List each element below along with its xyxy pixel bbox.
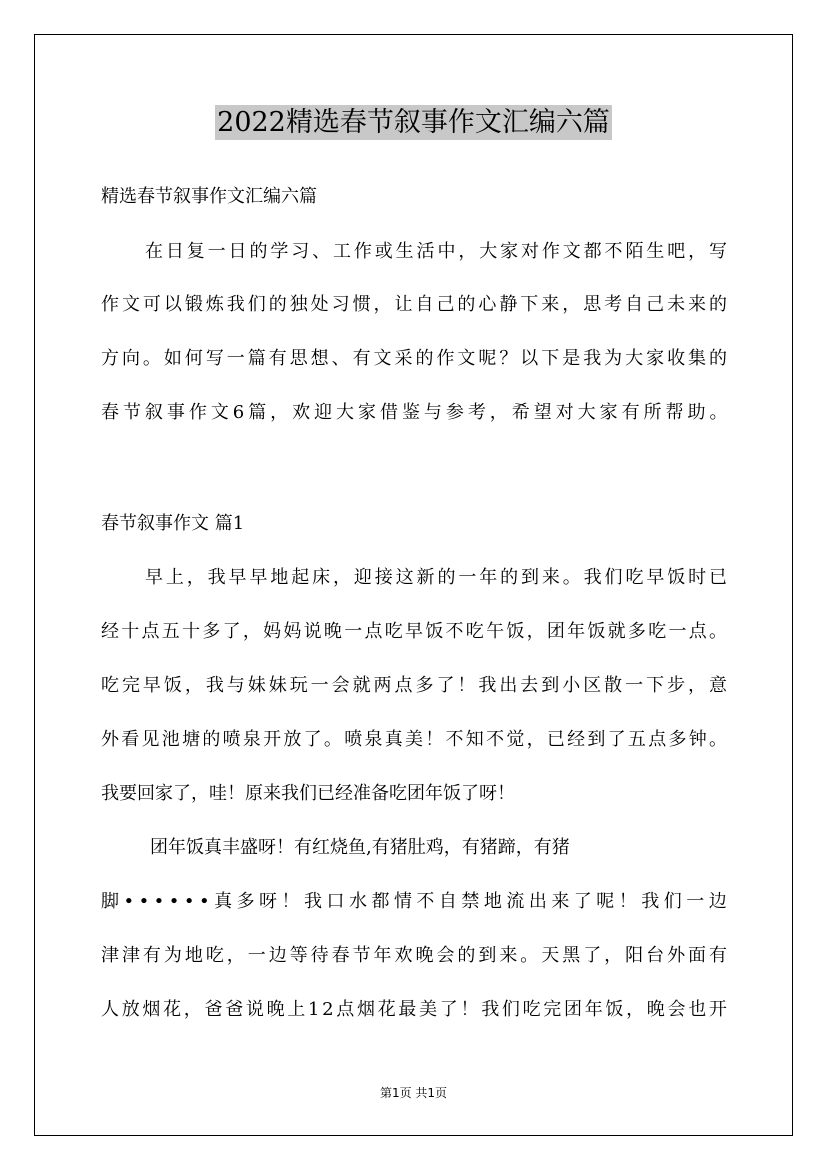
paragraph-line: 我要回家了，哇！原来我们已经准备吃团年饭了呀！ <box>101 783 515 804</box>
document-title <box>0 100 827 139</box>
paragraph-line: 经十点五十多了，妈妈说晚一点吃早饭不吃午饭，团年饭就多吃一点。 <box>101 621 730 642</box>
paragraph-line: 人放烟花，爸爸说晚上12点烟花最美了！我们吃完团年饭，晚会也开 <box>101 999 730 1020</box>
paragraph-line: 吃完早饭，我与妹妹玩一会就两点多了！我出去到小区散一下步，意 <box>101 675 730 696</box>
intro-line: 方向。如何写一篇有思想、有文采的作文呢？以下是我为大家收集的 <box>101 348 730 369</box>
intro-line: 在日复一日的学习、工作或生活中，大家对作文都不陌生吧，写 <box>145 241 730 262</box>
paragraph-line: 早上，我早早地起床，迎接这新的一年的到来。我们吃早饭时已 <box>145 567 730 588</box>
paragraph-line: 津津有为地吃，一边等待春节年欢晚会的到来。天黑了，阳台外面有 <box>101 945 730 966</box>
document-title-text: 2022精选春节叙事作文汇编六篇 <box>217 107 610 138</box>
paragraph-line: 团年饭真丰盛呀！有红烧鱼,有猪肚鸡，有猪蹄，有猪 <box>150 837 570 858</box>
page-footer: 第1页 共1页 <box>379 1086 448 1100</box>
subtitle: 精选春节叙事作文汇编六篇 <box>101 186 317 207</box>
section-heading: 春节叙事作文 篇1 <box>101 513 245 534</box>
paragraph-line: 脚••••••真多呀！我口水都情不自禁地流出来了呢！我们一边 <box>101 891 732 912</box>
paragraph-line: 外看见池塘的喷泉开放了。喷泉真美！不知不觉，已经到了五点多钟。 <box>101 729 730 750</box>
intro-line: 作文可以锻炼我们的独处习惯，让自己的心静下来，思考自己未来的 <box>101 294 730 315</box>
intro-line: 春节叙事作文6篇，欢迎大家借鉴与参考，希望对大家有所帮助。 <box>101 402 732 423</box>
